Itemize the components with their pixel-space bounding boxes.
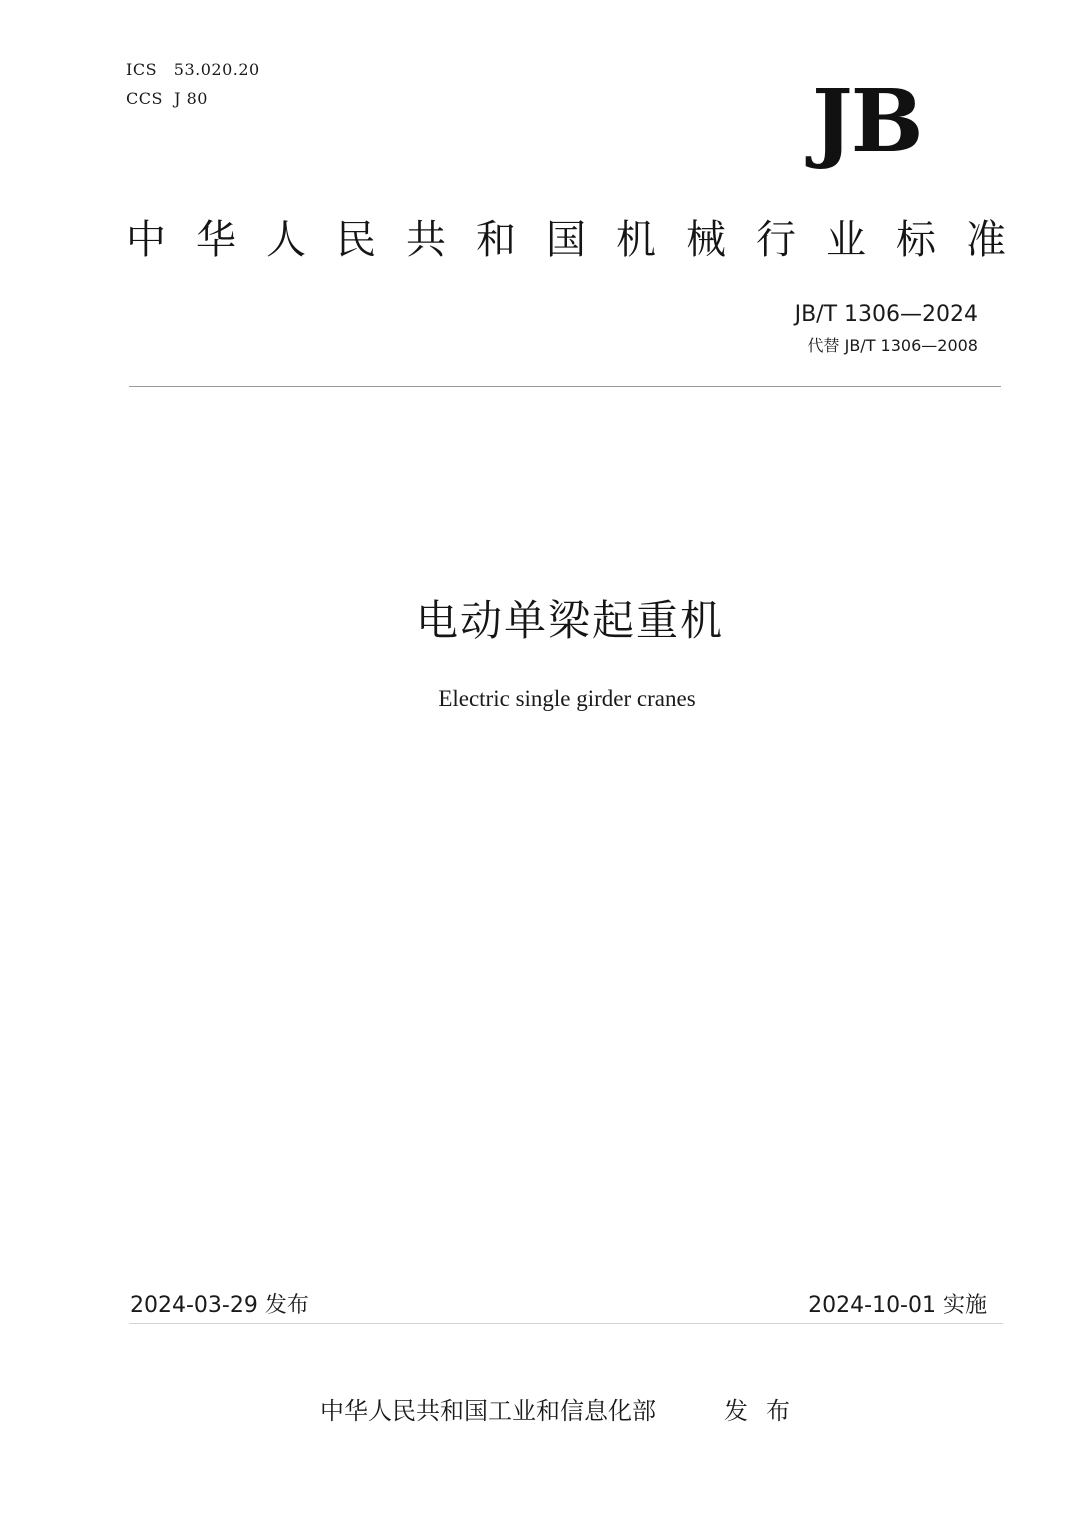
- standard-title-char: 行: [756, 217, 796, 263]
- implementation-date: 2024-10-01 实施: [808, 1293, 987, 1318]
- document-title-cn: 电动单梁起重机: [415, 596, 724, 645]
- standard-title-char: 华: [196, 217, 236, 263]
- standard-title-char: 标: [896, 217, 936, 263]
- standard-title-char: 人: [266, 217, 306, 263]
- ics-code: ICS 53.020.20: [126, 60, 260, 79]
- issuing-authority: 中华人民共和国工业和信息化部: [320, 1397, 656, 1425]
- footer-divider: [129, 1323, 1003, 1324]
- jb-logo: JB: [812, 71, 922, 172]
- document-title-en: Electric single girder cranes: [438, 686, 696, 711]
- replaced-standard: 代替 JB/T 1306—2008: [807, 336, 978, 355]
- standard-title: [126, 214, 1006, 266]
- standard-title-char: 共: [406, 217, 446, 263]
- standard-title-char: 准: [966, 217, 1006, 263]
- header-divider: [129, 386, 1001, 387]
- standard-title-char: 和: [476, 217, 516, 263]
- standard-title-char: 机: [616, 217, 656, 263]
- issue-label: 发布: [724, 1397, 808, 1425]
- standard-title-char: 业: [826, 217, 866, 263]
- standard-title-char: 国: [546, 217, 586, 263]
- standard-title-char: 械: [686, 217, 726, 263]
- standard-title-char: 中: [126, 217, 166, 263]
- publish-date: 2024-03-29 发布: [130, 1293, 309, 1318]
- ccs-code: CCS J 80: [126, 89, 208, 108]
- standard-number: JB/T 1306—2024: [794, 302, 978, 327]
- standard-title-char: 民: [336, 217, 376, 263]
